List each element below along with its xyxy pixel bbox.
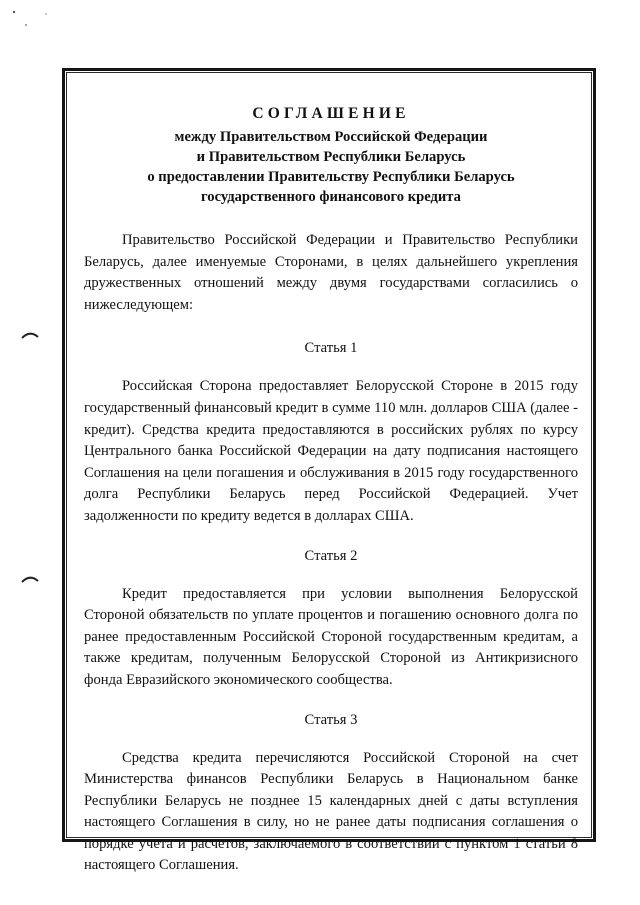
subtitle-line: государственного финансового кредита bbox=[201, 189, 461, 205]
subtitle-line: между Правительством Российской Федерации bbox=[174, 129, 488, 145]
document-body bbox=[84, 104, 578, 877]
document-subtitle bbox=[84, 127, 578, 207]
scan-speck bbox=[45, 13, 46, 14]
article-heading: Статья 3 bbox=[304, 711, 358, 728]
article-heading: Статья 1 bbox=[304, 340, 358, 357]
punch-hole-mark bbox=[22, 334, 38, 338]
subtitle-line: о предоставлении Правительству Республики Беларусь bbox=[147, 169, 515, 185]
subtitle-line: и Правительством Республики Беларусь bbox=[196, 149, 466, 165]
article-text: Российская Сторона предоставляет Белорусской Стороне в 2015 году государственный финансовый кредит в сумме 110 млн. долларов США (далее - кредит). Средства кредита предоставляются в российских рублях по курсу Центрального банка Российской Федерации на дату подписания настоящего Соглашения на цели погашения и обслуживания в 2015 году государственного долга Республики Беларусь перед Российской Федерацией. Учет задолженности по кредиту ведется в долларах США. bbox=[84, 378, 578, 524]
document-title: СОГЛАШЕНИЕ bbox=[252, 105, 410, 122]
preamble-paragraph: Правительство Российской Федерации и Правительство Республики Беларусь, далее именуемые Сторонами, в целях дальнейшего укрепления дружественных отношений между двумя государствами согласились о нижеследующем: bbox=[84, 232, 578, 313]
article-text: Средства кредита перечисляются Российской Стороной на счет Министерства финансов Республики Беларусь в Национальном банке Республики Беларусь не позднее 15 календарных дней с даты вступления настоящего Соглашения в силу, но не ранее даты подписания соглашения о порядке учета и расчетов, заключаемого в соответствии с пунктом 1 статьи 8 настоящего Соглашения. bbox=[84, 749, 578, 874]
scan-speck bbox=[13, 11, 15, 13]
article-heading: Статья 2 bbox=[304, 547, 358, 564]
article-text: Кредит предоставляется при условии выполнения Белорусской Стороной обязательств по уплате процентов и погашению основного долга по ранее предоставленным Российской Стороной государственным кредитам, а также кредитам, полученным Белорусской Стороной из Антикризисного фонда Евразийского экономического сообщества. bbox=[84, 585, 578, 688]
scan-speck bbox=[25, 24, 27, 26]
punch-hole-mark bbox=[22, 578, 38, 582]
